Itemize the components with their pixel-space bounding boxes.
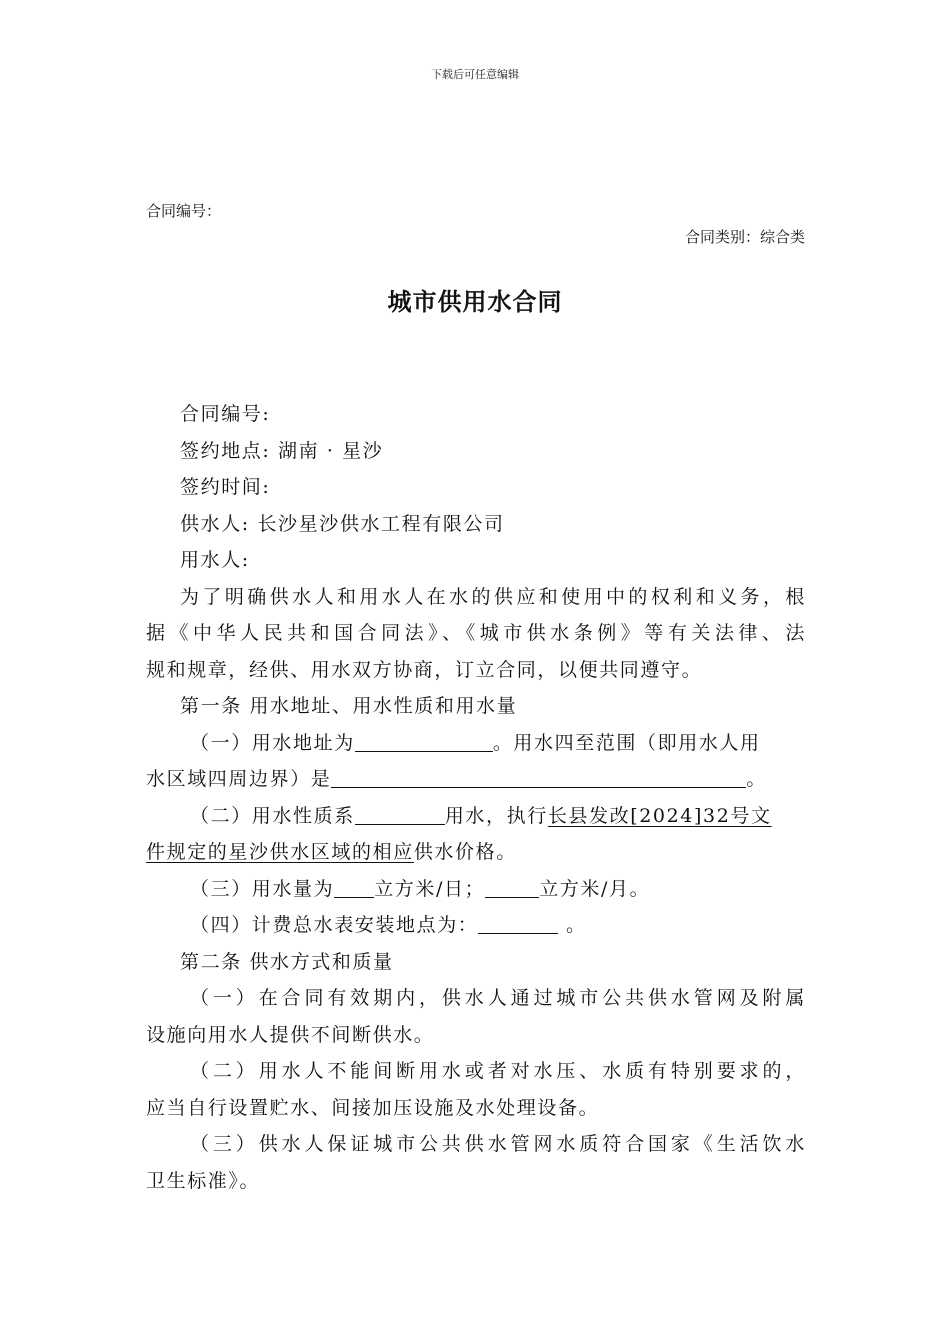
- article1-item1-line2: [146, 761, 806, 798]
- document-title: 城市供用水合同: [387, 288, 563, 316]
- item4-end: 。: [566, 914, 587, 936]
- article2-item1-line1: （一）在合同有效期内，供水人通过城市公共供水管网及附属: [190, 987, 806, 1009]
- item1-boundary-label: 水区域四周边界）是: [146, 768, 332, 790]
- article2-item1-line2: 设施向用水人提供不间断供水。: [146, 1023, 435, 1046]
- contract-type-label: 合同类别：综合类: [684, 228, 805, 246]
- article2-item3-line1: （三）供水人保证城市公共供水管网水质符合国家《生活饮水: [190, 1133, 806, 1155]
- price-doc-reference: 长县发改[2024]32号文: [547, 804, 772, 827]
- water-nature-blank: [355, 802, 445, 825]
- item1-suffix: 。用水四至范围（即用水人用: [492, 731, 761, 754]
- preamble-line-1: 为了明确供水人和用水人在水的供应和使用中的权利和义务，根: [180, 585, 806, 608]
- boundary-blank: [331, 765, 746, 788]
- article1-item2-line1: [146, 798, 806, 835]
- contract-body: [146, 396, 806, 1199]
- preamble-line-2: 据《中华人民共和国合同法》、《城市供水条例》等有关法律、法: [146, 622, 806, 644]
- article1-item3: [146, 871, 806, 908]
- item1-end: 。: [746, 768, 768, 790]
- field-user: 用水人:: [180, 549, 250, 571]
- article2-item2-line2: 应当自行设置贮水、间接加压设施及水处理设备。: [146, 1096, 600, 1119]
- field-sign-time: 签约时间:: [180, 476, 271, 498]
- preamble-line-3: 规和规章，经供、用水双方协商，订立合同，以便共同遵守。: [146, 658, 703, 681]
- article1-item1-line1: [146, 725, 806, 762]
- item3-prefix: （三）用水量为: [190, 877, 335, 900]
- field-contract-no: 合同编号:: [180, 403, 271, 425]
- field-sign-place: 签约地点: 湖南 · 星沙: [180, 439, 384, 462]
- contract-number-label: 合同编号：: [146, 202, 222, 220]
- article1-item4: [146, 907, 806, 944]
- monthly-volume-blank: [485, 875, 539, 898]
- daily-volume-blank: [334, 875, 374, 898]
- item4-prefix: （四）计费总水表安装地点为：: [190, 914, 479, 936]
- article2-item3-line2: 卫生标准》。: [146, 1169, 261, 1192]
- field-supplier: 供水人: 长沙星沙供水工程有限公司: [180, 512, 505, 535]
- item2-mid: 用水，执行: [444, 804, 548, 827]
- article1-heading: 第一条 用水地址、用水性质和用水量: [180, 695, 518, 717]
- item2-prefix: （二）用水性质系: [190, 804, 355, 827]
- item2-end: 供水价格。: [413, 841, 517, 863]
- article2-heading: 第二条 供水方式和质量: [180, 950, 394, 973]
- item1-prefix: （一）用水地址为: [190, 731, 355, 754]
- water-address-blank: [355, 729, 493, 752]
- item3-monthly-unit: 立方米/月。: [539, 877, 651, 900]
- article1-item2-line2: [146, 834, 806, 871]
- article2-item2-line1: （二）用水人不能间断用水或者对水压、水质有特别要求的，: [190, 1060, 806, 1082]
- item3-daily-unit: 立方米/日；: [374, 877, 486, 900]
- meter-location-blank: [478, 911, 558, 934]
- price-doc-reference-cont: 件规定的星沙供水区域的相应: [146, 841, 414, 863]
- header-note: 下载后可任意编辑: [431, 68, 519, 81]
